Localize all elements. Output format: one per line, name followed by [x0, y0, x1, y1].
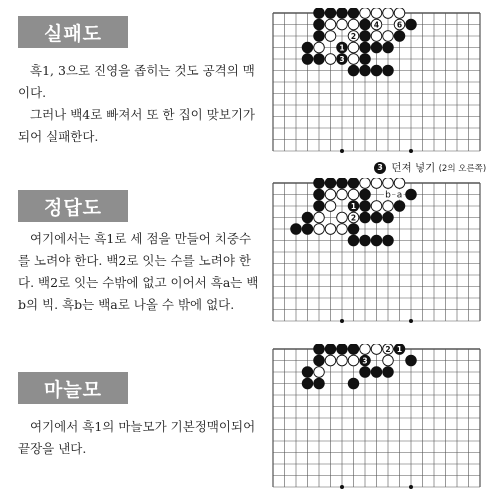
board1-caption [374, 160, 496, 175]
black-stone [360, 201, 371, 212]
black-stone [360, 54, 371, 65]
move-number: 1 [339, 43, 345, 53]
black-stone [383, 212, 394, 223]
star-point [409, 149, 413, 153]
white-stone [394, 8, 405, 18]
black-stone [371, 235, 382, 246]
white-stone [314, 42, 325, 53]
white-stone [360, 344, 371, 354]
white-stone [337, 224, 348, 235]
black-stone [314, 19, 325, 30]
black-stone [360, 65, 371, 76]
black-stone [406, 189, 417, 200]
go-board-svg-2 [268, 178, 490, 326]
white-stone [325, 355, 336, 366]
black-stone [337, 178, 348, 188]
black-stone [360, 235, 371, 246]
white-stone [371, 201, 382, 212]
black-stone [348, 235, 359, 246]
white-stone [314, 367, 325, 378]
white-stone [337, 19, 348, 30]
black-stone [360, 42, 371, 53]
white-stone [383, 8, 394, 18]
white-stone [360, 8, 371, 18]
section3-text: 여기에서 흑1의 마늘모가 기본정맥이되어 끝장을 낸다. [18, 419, 256, 456]
black-stone [325, 178, 336, 188]
white-stone [325, 189, 336, 200]
black-stone [383, 367, 394, 378]
black-stone [383, 65, 394, 76]
black-stone [314, 344, 325, 354]
black-stone [348, 8, 359, 18]
move-number: 3 [362, 356, 368, 366]
star-point [340, 149, 344, 153]
white-stone [337, 355, 348, 366]
black-stone [360, 19, 371, 30]
black-stone [348, 178, 359, 188]
black-stone [314, 378, 325, 389]
black-stone [302, 224, 313, 235]
black-stone [337, 344, 348, 354]
white-stone [371, 8, 382, 18]
go-board-failure [268, 8, 490, 160]
move-number: 1 [350, 202, 357, 211]
go-board-diagonal [268, 344, 490, 496]
black-stone [348, 344, 359, 354]
section-title-correct: 정답도 [18, 190, 128, 222]
move-number: 3 [339, 55, 345, 64]
go-board-svg-1 [268, 8, 490, 156]
white-stone [325, 224, 336, 235]
black-stone [314, 355, 325, 366]
black-stone [348, 224, 359, 235]
black-stone [394, 201, 405, 212]
black-stone [302, 42, 313, 53]
black-stone [302, 54, 313, 65]
black-stone [325, 8, 336, 18]
black-stone [360, 189, 371, 200]
black-stone [291, 224, 302, 235]
black-stone [325, 344, 336, 354]
black-stone [394, 31, 405, 42]
black-stone [360, 31, 371, 42]
black-stone [371, 212, 382, 223]
white-stone [348, 355, 359, 366]
white-stone [337, 189, 348, 200]
white-stone [383, 201, 394, 212]
go-board-svg-3 [268, 344, 490, 492]
move-number: 4 [373, 20, 380, 30]
white-stone [371, 31, 382, 42]
white-stone [314, 224, 325, 235]
section1-text-1: 흑1, 3으로 진영을 좁히는 것도 공격의 맥이다. [18, 63, 255, 100]
white-stone [348, 189, 359, 200]
caption-text: 던져 넣기 [391, 162, 436, 174]
star-point [340, 319, 344, 323]
black-stone [302, 378, 313, 389]
black-stone [314, 54, 325, 65]
black-stone [302, 367, 313, 378]
white-stone [383, 355, 394, 366]
star-point [409, 319, 413, 323]
black-stone [314, 189, 325, 200]
black-stone [314, 8, 325, 18]
black-stone [337, 8, 348, 18]
black-stone [314, 178, 325, 188]
white-stone [394, 178, 405, 188]
white-stone [325, 31, 336, 42]
black-stone [383, 42, 394, 53]
section-title-failure: 실패도 [18, 16, 128, 48]
black-stone [314, 201, 325, 212]
white-stone [325, 54, 336, 65]
white-stone [360, 178, 371, 188]
black-stone [360, 367, 371, 378]
white-stone [371, 344, 382, 354]
white-stone [348, 42, 359, 53]
white-stone [348, 54, 359, 65]
section-title-diagonal: 마늘모 [18, 372, 128, 404]
white-stone [325, 19, 336, 30]
point-label-b: b [385, 190, 391, 201]
section1-text-2: 그러나 백4로 빠져서 또 한 집이 맞보기가 되어 실패한다. [18, 107, 255, 144]
black-stone [314, 31, 325, 42]
white-stone [337, 212, 348, 223]
black-stone [371, 367, 382, 378]
white-stone [383, 31, 394, 42]
move-number: 1 [396, 345, 403, 354]
black-stone [406, 355, 417, 366]
move-3-marker: 3 [374, 162, 386, 174]
white-stone [348, 19, 359, 30]
black-stone [302, 212, 313, 223]
caption-note: (2의 오른쪽) [438, 164, 487, 174]
black-stone [371, 65, 382, 76]
point-label-a: a [396, 190, 403, 201]
white-stone [371, 178, 382, 188]
black-stone [348, 65, 359, 76]
star-point [409, 485, 413, 489]
black-stone [371, 42, 382, 53]
white-stone [383, 178, 394, 188]
white-stone [314, 212, 325, 223]
go-board-correct [268, 178, 490, 330]
white-stone [325, 201, 336, 212]
move-number: 2 [350, 213, 357, 223]
section2-text: 여기에서는 흑1로 세 점을 만들어 치중수를 노려야 한다. 백2로 잇는 수를 노려야 한다. 백2로 잇는 수밖에 없고 이어서 흑a는 백b의 빅. 흑b는 백a로 나올 수 밖에 없다. [18, 231, 259, 312]
black-stone [348, 378, 359, 389]
black-stone [383, 235, 394, 246]
move-number: 2 [350, 32, 357, 41]
move-number: 6 [396, 20, 403, 30]
star-point [340, 485, 344, 489]
black-stone [406, 19, 417, 30]
black-stone [360, 212, 371, 223]
move-number: 2 [385, 345, 391, 354]
